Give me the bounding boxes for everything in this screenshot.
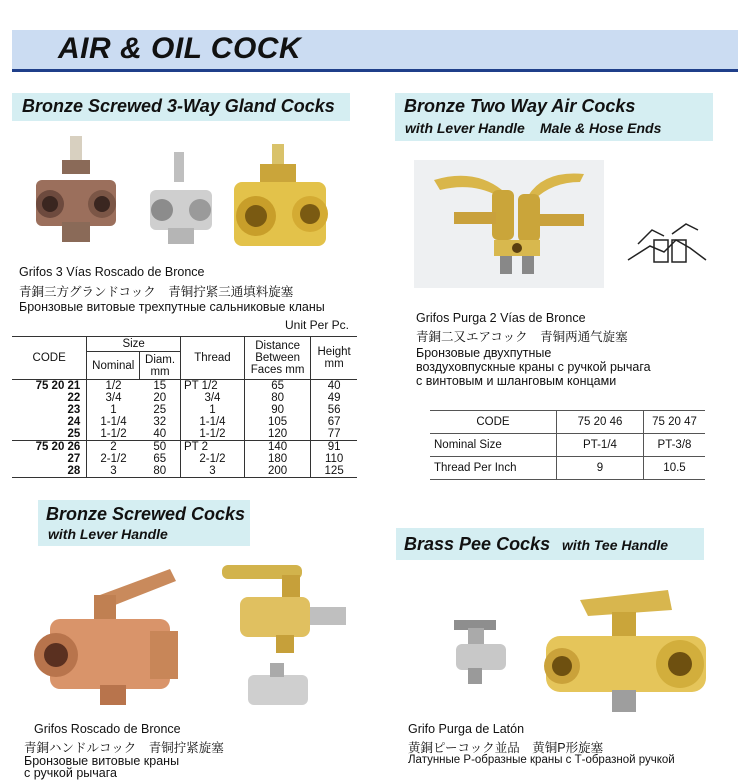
th-nominal: Nominal [87,352,140,380]
lever-section-title: Bronze Screwed Cocks [46,504,246,524]
air-section-title: Bronze Two Way Air Cocks [404,96,636,116]
air-name-jp: 青銅二又エアコック 青铜两通气旋塞 [416,330,628,344]
th-code: CODE [12,337,87,380]
gland-cock-product-image [28,132,348,262]
table-row: 25 1-1/2 40 1-1/2 120 77 [12,428,357,441]
air-spec-table [430,410,705,480]
table-row: 22 3/4 20 3/4 80 49 [12,392,357,404]
lever-name-es: Grifos Roscado de Bronce [34,722,181,736]
page-title: AIR & OIL COCK [58,32,302,65]
gland-section-title: Bronze Screwed 3-Way Gland Cocks [22,96,335,116]
air-name-es: Grifos Purga 2 Vías de Bronce [416,311,586,325]
air-section-subtitle-a: with Lever Handle [405,120,525,136]
th-thread: Thread [180,337,244,380]
unit-note: Unit Per Pc. [285,318,350,332]
gland-spec-rows [12,380,357,478]
banner-underline [12,69,738,72]
th-diam: Diam. mm [140,352,181,380]
gland-name-ru: Бронзовые витовые трехпутные сальниковые кланы [19,300,325,314]
table-row: CODE 75 20 46 75 20 47 [430,411,705,434]
gland-spec-table [12,336,357,478]
lever-name-ru-2: с ручкой рычага [24,766,117,780]
table-row: 28 3 80 3 200 125 [12,465,357,478]
th-size: Size [87,337,181,352]
th-height: Height mm [311,337,357,380]
table-row: Thread Per Inch 9 10.5 [430,457,705,480]
pee-name-ru: Латунные Р-образные краны с Т-образной ручкой [408,754,675,766]
pee-section-title: Brass Pee Cocks [404,534,551,554]
table-row: 27 2-1/2 65 2-1/2 180 110 [12,453,357,465]
lever-name-ru-1: Бронзовые витовые краны [24,754,180,768]
th-distance: Distance Between Faces mm [244,337,310,380]
air-name-ru-2: воздуховпускные краны с ручкой рычага [416,360,651,374]
air-section-subtitle-b: Male & Hose Ends [540,120,662,136]
lever-cock-product-image [30,555,360,725]
table-row: 23 1 25 1 90 56 [12,404,357,416]
table-row: Nominal Size PT-1/4 PT-3/8 [430,434,705,457]
lever-name-jp: 青銅ハンドルコック 青铜拧紧旋塞 [24,741,224,755]
gland-name-jp: 青銅三方グランドコック 青铜拧紧三通填料旋塞 [19,285,294,299]
gland-name-es: Grifos 3 Vías Roscado de Bronce [19,265,205,279]
pee-name-es: Grifo Purga de Latón [408,722,525,736]
table-row: 24 1-1/4 32 1-1/4 105 67 [12,416,357,428]
lever-section-subtitle: with Lever Handle [48,526,168,542]
air-name-ru-3: с винтовым и шланговым концами [416,374,617,388]
air-name-ru-1: Бронзовые двухпутные [416,346,552,360]
air-cock-product-image [414,160,714,290]
table-row: 75 20 21 1/2 15 PT 1/2 65 40 [12,380,357,393]
pee-section-subtitle: with Tee Handle [562,537,669,553]
pee-cock-product-image [440,570,730,720]
table-row: 75 20 26 2 50 PT 2 140 91 [12,441,357,454]
pee-name-jp: 黄銅ピーコック並品 黄铜P形旋塞 [408,741,604,755]
